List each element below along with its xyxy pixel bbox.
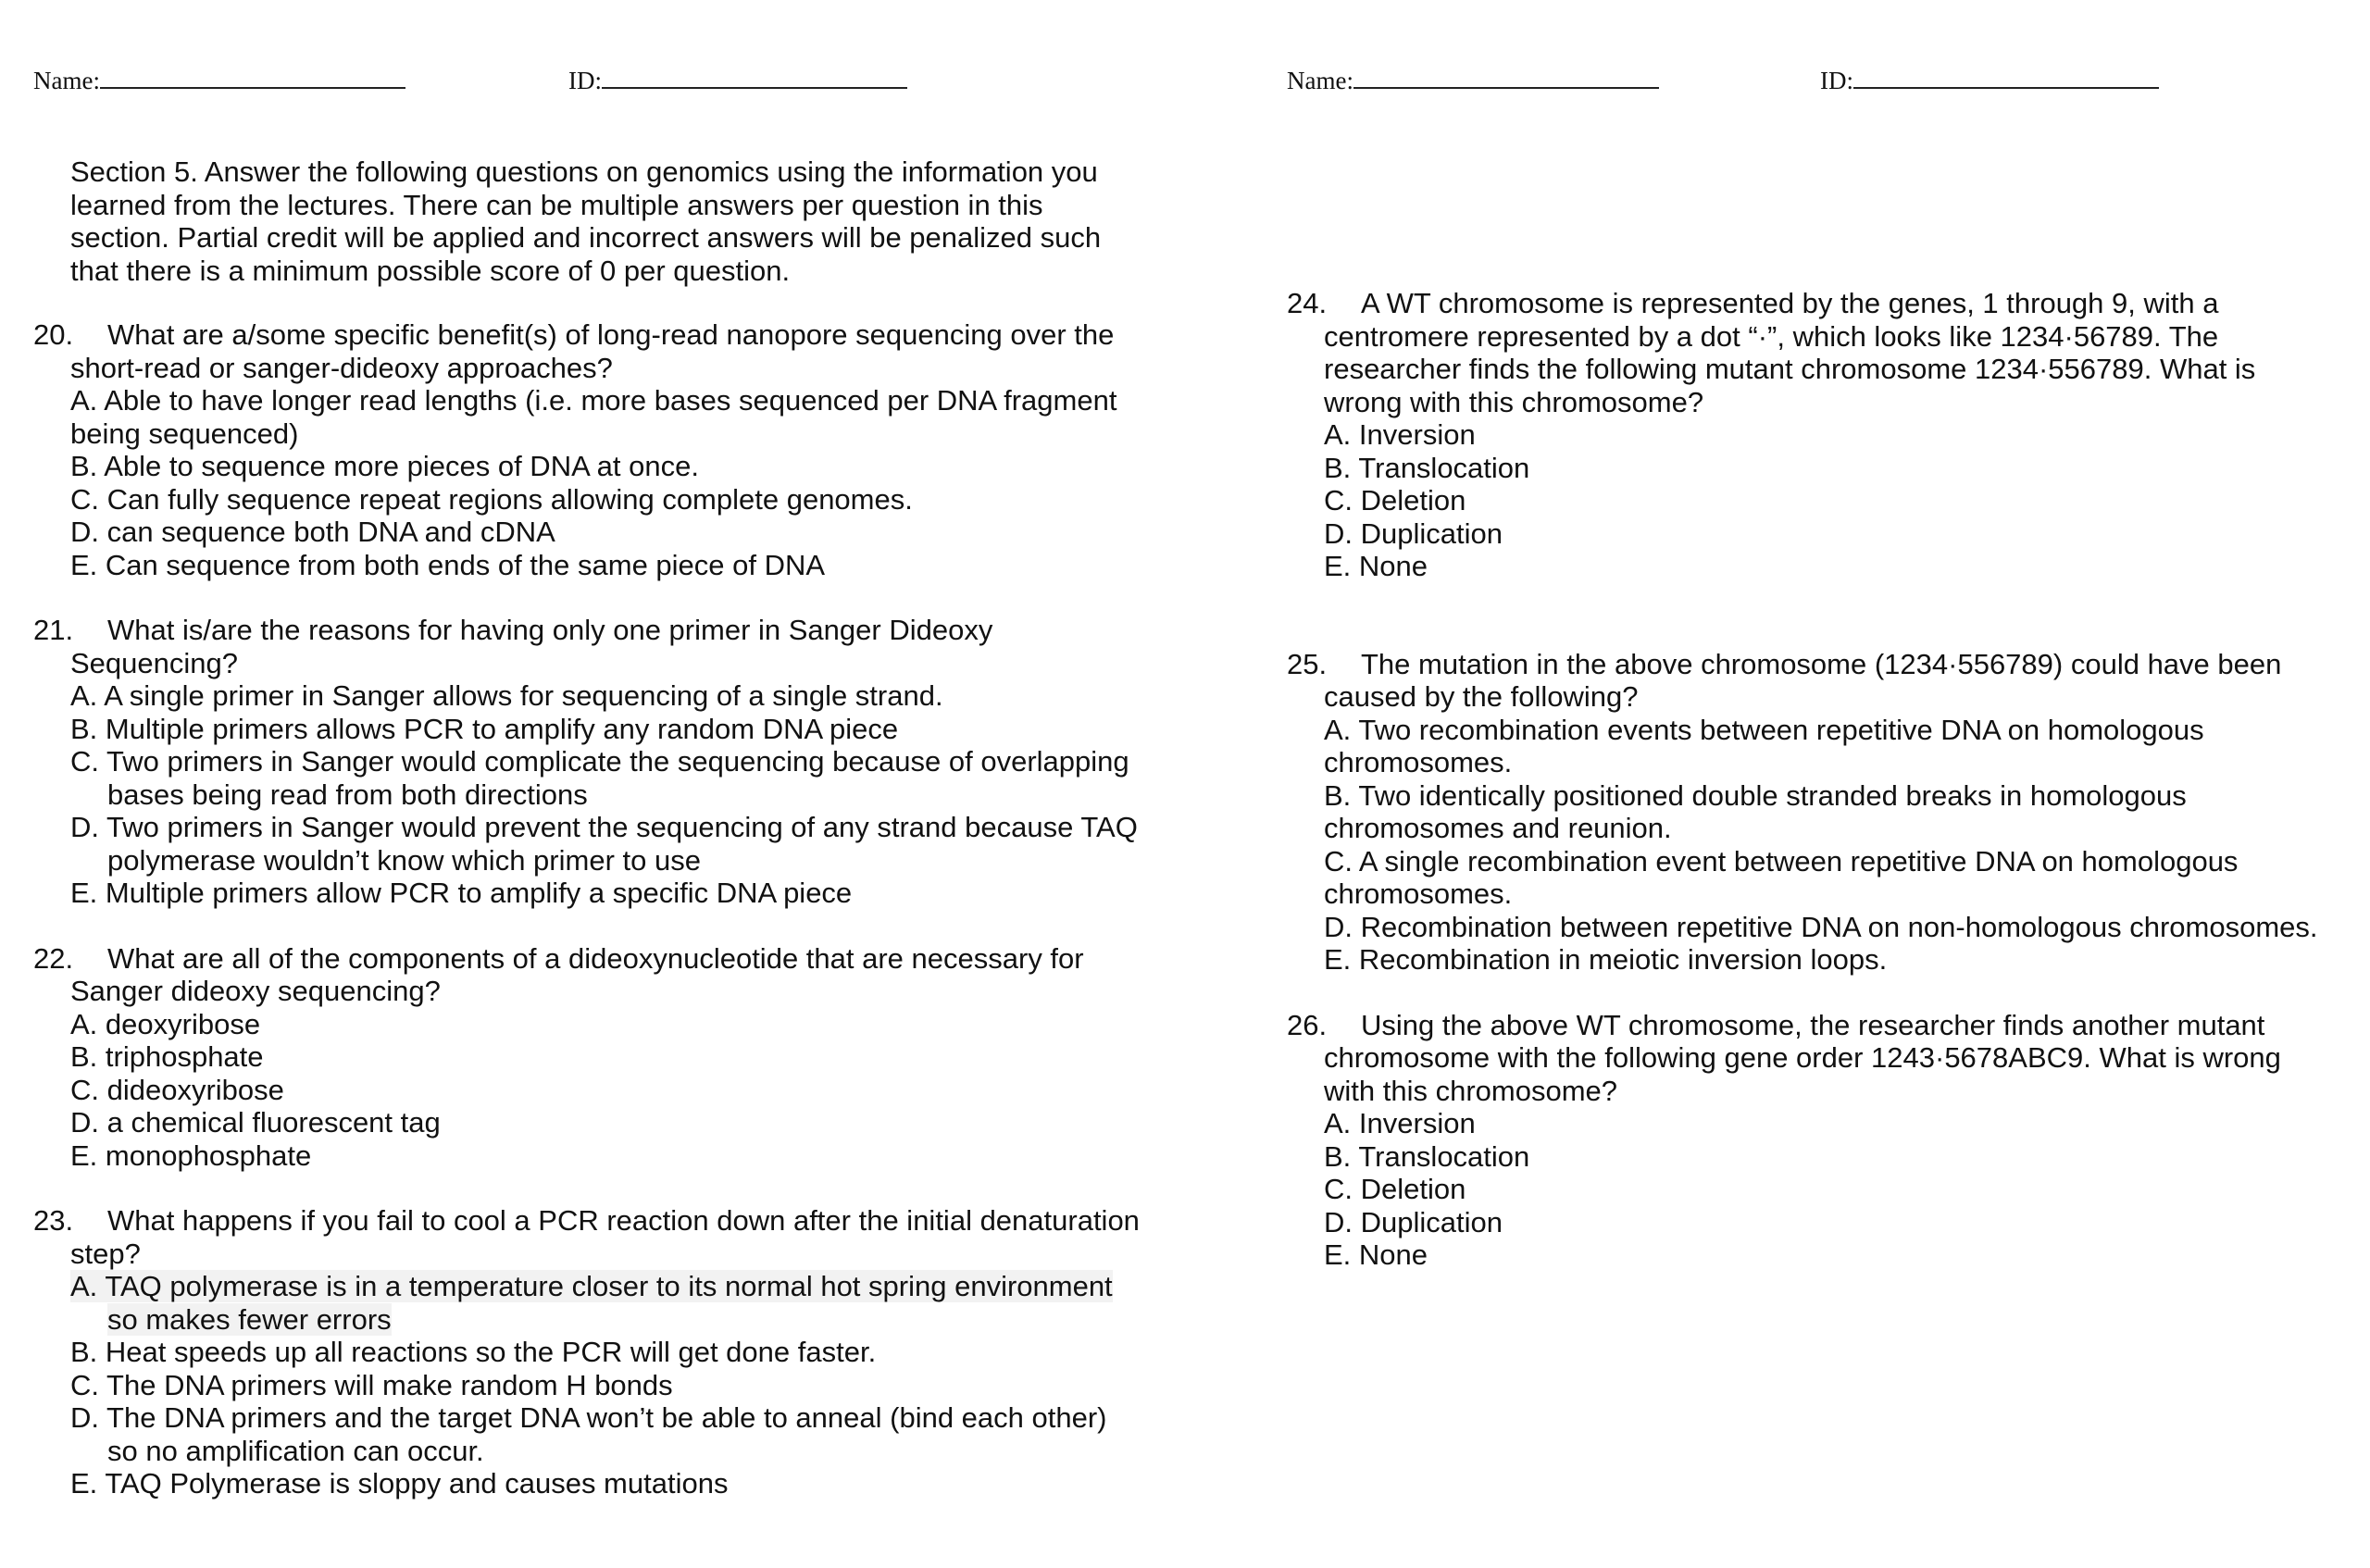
option-b: B. Translocation	[1324, 1139, 1530, 1173]
option-b: B. triphosphate	[70, 1040, 264, 1073]
question-stem: 26. Using the above WT chromosome, the researcher finds another mutant chromosome with the following gene order 1243·5678ABC9. What is wrong with this chromosome?	[1287, 1008, 2281, 1107]
question-stem: 22. What are all of the components of a dideoxynucleotide that are necessary for Sanger dideoxy sequencing?	[33, 941, 1084, 1007]
option-c: C. The DNA primers will make random H bonds	[70, 1368, 673, 1401]
option-a: A. Two recombination events between repetitive DNA on homologous chromosomes.	[1324, 713, 2204, 778]
option-a: A. deoxyribose	[70, 1007, 261, 1040]
option-d: D. Duplication	[1324, 1205, 1503, 1238]
name-field	[1287, 67, 1659, 95]
option-e: E. Can sequence from both ends of the same piece of DNA	[70, 548, 826, 581]
option-d: D. Duplication	[1324, 516, 1503, 550]
question-stem: 24. A WT chromosome is represented by the genes, 1 through 9, with a centromere represented by a dot “·”, which looks like 1234·56789. The researcher finds the following mutant chromosome 1234·556789. What is wrong with this chromosome?	[1287, 287, 2256, 418]
option-c: C. Can fully sequence repeat regions allowing complete genomes.	[70, 482, 913, 516]
option-b: B. Heat speeds up all reactions so the PCR will get done faster.	[70, 1336, 877, 1368]
option-c: C. A single recombination event between repetitive DNA on homologous chromosomes.	[1324, 844, 2239, 910]
id-label: ID:	[568, 67, 602, 94]
option-d: D. a chemical fluorescent tag	[70, 1106, 441, 1139]
option-e: E. TAQ Polymerase is sloppy and causes mutations	[70, 1467, 729, 1500]
option-a: A. Inversion	[1324, 1107, 1476, 1139]
id-field	[1820, 67, 2159, 95]
right-page	[1185, 0, 2370, 1568]
option-a: A. TAQ polymerase is in a temperature closer to its normal hot spring environment so makes fewer errors	[70, 1270, 1113, 1336]
option-e: E. Multiple primers allow PCR to amplify a specific DNA piece	[70, 877, 853, 909]
option-c: C. Deletion	[1324, 1173, 1466, 1205]
question-stem: 25. The mutation in the above chromosome (1234·556789) could have been caused by the following?	[1287, 647, 2282, 713]
option-e: E. Recombination in meiotic inversion loops.	[1324, 943, 1888, 976]
left-content	[33, 156, 1144, 1533]
option-e: E. None	[1324, 1238, 1428, 1271]
question-stem: 20. What are a/some specific benefit(s) of long-read nanopore sequencing over the short-read or sanger-dideoxy approaches?	[33, 318, 1115, 384]
right-content	[1287, 287, 2333, 1304]
name-blank	[1353, 67, 1659, 89]
question-stem: 23. What happens if you fail to cool a PCR reaction down after the initial denaturation step?	[33, 1204, 1140, 1270]
question-20	[33, 318, 1144, 581]
name-label: Name:	[1287, 67, 1353, 94]
question-22	[33, 942, 1144, 1173]
name-field	[33, 67, 405, 95]
option-c: C. Two primers in Sanger would complicate the sequencing because of overlapping bases being read from both directions	[70, 745, 1129, 811]
id-blank	[602, 67, 907, 89]
option-d: D. can sequence both DNA and cDNA	[70, 516, 555, 548]
option-a: A. A single primer in Sanger allows for sequencing of a single strand.	[70, 679, 943, 712]
option-e: E. None	[1324, 550, 1428, 582]
option-c: C. Deletion	[1324, 484, 1466, 516]
option-d: D. Two primers in Sanger would prevent the sequencing of any strand because TAQ polymerase wouldn’t know which primer to use	[70, 811, 1138, 877]
option-a: A. Inversion	[1324, 418, 1476, 451]
name-label: Name:	[33, 67, 100, 94]
option-e: E. monophosphate	[70, 1139, 312, 1172]
question-24	[1287, 287, 2333, 583]
option-a: A. Able to have longer read lengths (i.e. more bases sequenced per DNA fragment being sequenced)	[70, 384, 1117, 450]
section-intro: Section 5. Answer the following questions on genomics using the information you learned from the lectures. There can be multiple answers per question in this section. Partial credit will be applied and incorrect answers will be penalized such that there is a minimum possible score of 0 per question.	[70, 156, 1102, 287]
id-label: ID:	[1820, 67, 1853, 94]
option-b: B. Multiple primers allows PCR to amplify any random DNA piece	[70, 712, 899, 745]
option-d: D. The DNA primers and the target DNA won’t be able to anneal (bind each other) so no amplification can occur.	[70, 1401, 1107, 1467]
option-b: B. Two identically positioned double stranded breaks in homologous chromosomes and reunion.	[1324, 778, 2187, 844]
name-blank	[100, 67, 405, 89]
question-26	[1287, 1009, 2333, 1272]
question-25	[1287, 648, 2333, 977]
option-b: B. Able to sequence more pieces of DNA at once.	[70, 450, 699, 482]
question-23	[33, 1204, 1144, 1500]
option-c: C. dideoxyribose	[70, 1073, 284, 1106]
id-field	[568, 67, 907, 95]
question-stem: 21. What is/are the reasons for having only one primer in Sanger Dideoxy Sequencing?	[33, 614, 993, 679]
option-d: D. Recombination between repetitive DNA on non-homologous chromosomes.	[1324, 910, 2318, 943]
option-b: B. Translocation	[1324, 451, 1530, 484]
id-blank	[1853, 67, 2159, 89]
question-21	[33, 614, 1144, 910]
